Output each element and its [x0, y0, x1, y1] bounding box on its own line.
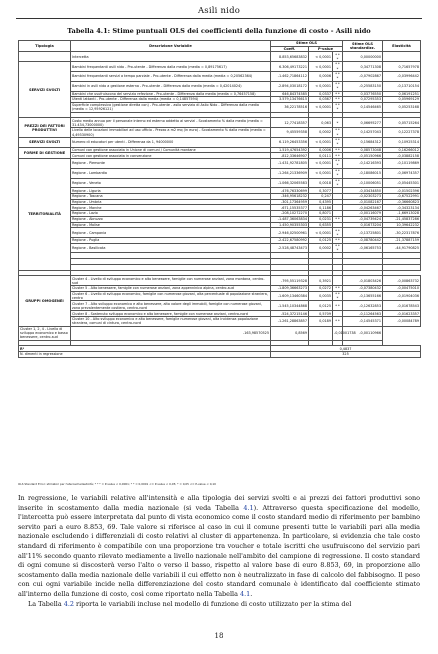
- variable-description: Cluster 4 - Livello di sviluppo economico e alto benessere, famiglie con numerose anziani, zona montana, centro-sud: [71, 276, 271, 286]
- table-row: [19, 81, 421, 91]
- significance-stars: * * *: [333, 137, 343, 147]
- p-value: 0,0337: [309, 91, 333, 97]
- variable-description: Bambini che usufruiscono del servizio refezione - Pro-utente - Differenza dalla media (media = 0,76457158): [71, 91, 271, 97]
- p-value: 0,0367: [309, 97, 333, 103]
- coefficient-value: -476,76330699: [271, 188, 309, 194]
- significance-stars: * * *: [333, 291, 343, 301]
- header-tipologia: Tipologia: [19, 41, 71, 52]
- coefficient-value: -1.462,71864112: [271, 71, 309, 81]
- p-value: < 0,0001: [309, 168, 333, 178]
- variable-description: Regione - Lombardia: [71, 168, 271, 178]
- header-stime-ols: Stime OLS: [271, 41, 343, 47]
- p-value: 0,8071: [309, 211, 333, 217]
- standardized-estimate: -0,11264563: [343, 311, 383, 317]
- elasticity-value: -0,34323134: [383, 205, 421, 211]
- variable-description: Numero di educatori per utenti - Differenza da 1, 94000000: [71, 137, 271, 147]
- table-row: [19, 178, 421, 188]
- elasticity-value: 0,05969129: [383, 97, 421, 103]
- group-label-empty: [19, 52, 71, 62]
- standardized-estimate: -0,14216393: [343, 159, 383, 169]
- group-label: SERVIZI SVOLTI: [19, 62, 71, 118]
- p-value: 0,0125: [309, 238, 333, 244]
- elasticity-value: 0,71657978: [383, 62, 421, 72]
- n-row: [19, 351, 421, 357]
- standardized-estimate: -0,25583150: [343, 81, 383, 91]
- p-value: 0,3077: [309, 188, 333, 194]
- elasticity-value: -21,37887159: [383, 238, 421, 244]
- significance-stars: * * *: [333, 178, 343, 188]
- elasticity-value: -0,00863732: [383, 276, 421, 286]
- variable-description: Regione - Basilicata: [71, 243, 271, 253]
- coefficient-value: -1.261,28863857: [271, 316, 309, 326]
- table-ref-link[interactable]: 4.2: [63, 599, 74, 608]
- coefficient-value: 8.853,65683832: [271, 52, 309, 62]
- p-value: 0,0111: [309, 153, 333, 159]
- p-value: < 0,0001: [309, 102, 333, 112]
- standardized-estimate: -0,08780442: [343, 238, 383, 244]
- significance-stars: * * *: [333, 128, 343, 138]
- elasticity-value: -0,00475010: [383, 286, 421, 292]
- header-stime-std: Stime OLS standardizz.: [343, 41, 383, 52]
- elasticity-value: -44,91790825: [383, 243, 421, 253]
- significance-stars: * * *: [333, 102, 343, 112]
- standardized-estimate: 0,34771308: [343, 62, 383, 72]
- variable-description: Cluster 10 - Alto sviluppo economico e alto benessere, famiglie numerose giovani, alta incidenza popolazione straniera, comuni di cintura, centro-nord: [71, 316, 271, 326]
- p-value: 0,1186: [309, 205, 333, 211]
- standardized-estimate: -0,12632853: [343, 301, 383, 311]
- group-label: TERRITORIALITÀ: [19, 159, 71, 270]
- elasticity-value: [383, 264, 421, 270]
- elasticity-value: 0,12227378: [383, 128, 421, 138]
- significance-stars: [309, 326, 333, 340]
- body-text: [18, 494, 420, 609]
- p-value: 0,0002: [309, 243, 333, 253]
- standardized-estimate: -0,05150966: [343, 153, 383, 159]
- standardized-estimate: -0,04739424: [343, 216, 383, 222]
- standardized-estimate: 0,01673204: [343, 222, 383, 228]
- coefficient-value: -2.528,48743473: [271, 243, 309, 253]
- significance-stars: * *: [333, 238, 343, 244]
- table-row: [19, 118, 421, 128]
- variable-description: Cluster 5 - Alto benessere, famiglie con numerose anziani, zona appenninica alpina, centro-sud: [71, 286, 271, 292]
- variable-description: Utenti lattanti - Pro-utente - Differenza dalla media (media = 0,14857594): [71, 97, 271, 103]
- elasticity-value: -0,03996442: [383, 71, 421, 81]
- elasticity-value: -0,05445301: [383, 178, 421, 188]
- coefficient-value: -1.066,32065583: [271, 178, 309, 188]
- p-value: < 0,0001: [309, 159, 333, 169]
- standardized-estimate: -0,10006051: [343, 178, 383, 188]
- elasticity-value: 0,05715264: [383, 118, 421, 128]
- variable-description: Regione - Abruzzo: [71, 216, 271, 222]
- table-row: [19, 71, 421, 81]
- coefficient-value: -524,37215146: [271, 311, 309, 317]
- elasticity-value: 0,05253168: [383, 102, 421, 112]
- variable-description: Livello delle locazioni immobiliari ad uso ufficio - Prezzo a m2 mq (in euro) - Scostamento % dalla media (media = 4,49330900): [71, 128, 271, 138]
- table-row: [19, 316, 421, 326]
- variable-description: Cluster 8 - Sostenuto sviluppo economico e alto benessere, famiglie con numerose anziani, centro-nord: [71, 311, 271, 317]
- paragraph-2-text-a: La Tabella: [28, 599, 64, 608]
- page-number: 18: [214, 632, 224, 640]
- table-row: [19, 326, 421, 340]
- standardized-estimate: 0,15684312: [343, 137, 383, 147]
- p-value: < 0,0001: [309, 81, 333, 91]
- standardized-estimate: -0,01082167: [343, 199, 383, 205]
- n-value: 325: [271, 351, 421, 357]
- coefficient-value: 646,84374585: [271, 91, 309, 97]
- header-pvalue: P-value: [309, 46, 343, 52]
- p-value: 0,0006: [309, 147, 333, 153]
- n-label: N. dimenti in regressione: [19, 351, 271, 357]
- paragraph-1-text-b: ). Attraverso questa specificazione del modello, l'intercetta può essere interpretata dal punto di vista economico come il costo standard medio di riferimento per bambino servito pari a euro 8.853, 69. Tale valore si riferisce al caso in cui il comune presenti tutte le variabili pari alla media nazionale escludendo i differenziali di costo relativi al cluster di appartenenza. In particolare, si evidenzia che tale costo standard di riferimento è compatibile con una proporzione tra voucher e totale iscritti che usufruiscono del servizio pari all'11% secondo quanto rilevato mediamente a livello nazionale nell'ambito del campione di regressione. Il costo standard di ogni comune si discosterà verso l'alto o verso il basso, rispetto al valore base di euro 8.853, 69, in proporzione allo scostamento dalla media nazionale delle variabili il cui effetto non è neutralizzato in fase di calcolo del fabbisogno. Il peso con cui ogni variabile incide nella differenziazione del costo standard comunale è identificato dal coefficiente stimato all'interno della funzione di costo, così come riportato nella Tabella: [18, 503, 420, 598]
- significance-stars: * *: [333, 301, 343, 311]
- variable-description: Regione - Marche: [71, 205, 271, 211]
- elasticity-value: -0,01678543: [383, 301, 421, 311]
- group-label: GRUPPI OMOGENEI: [19, 276, 71, 327]
- standardized-estimate: -0,13725801: [343, 228, 383, 238]
- elasticity-value: -0,10119869: [383, 159, 421, 169]
- coefficient-value: 1.519,47654392: [271, 147, 309, 153]
- header-rule: [16, 18, 422, 19]
- coefficient-value: 1.450,90355303: [271, 222, 309, 228]
- elasticity-value: -0,13710154: [383, 81, 421, 91]
- variable-description: Superficie complessiva (gestione diretta con) - Pro-utente - asilo servizio di Asilo Nido - Differenza dalla media (media = 12,95926121): [71, 102, 271, 112]
- elasticity-value: -30,22317876: [383, 228, 421, 238]
- significance-stars: * *: [333, 316, 343, 326]
- header-elasticita: Elasticità: [383, 41, 421, 52]
- elasticity-value: -0,01502396: [383, 188, 421, 194]
- table-row: [19, 276, 421, 286]
- p-value: 0,3921: [309, 276, 333, 286]
- coefficient-value: 12,77418357: [271, 118, 309, 128]
- elasticity-value: -0,01623357: [383, 311, 421, 317]
- variable-description: Bambini in asili nido a gestione esterna - Pro-utente - Differenza dalla media (media = 0,42014024): [71, 81, 271, 91]
- r2-label: R²: [19, 346, 271, 352]
- header-coeff: Coeff.: [271, 46, 309, 52]
- table-ref-link[interactable]: 4.1: [243, 503, 254, 512]
- standardized-estimate: -0,01001738: [333, 326, 343, 340]
- variable-description: Regione - Molise: [71, 222, 271, 228]
- p-value: 0,0125: [309, 301, 333, 311]
- table-row: [19, 286, 421, 292]
- paragraph-1-text-a: In regressione, le variabili relative all'intensità e alla tipologia dei servizi svolti e ai prezzi dei fattori produttivi sono inserite in scostamento dalla media nazionale (si veda Tabella: [18, 494, 420, 512]
- coefficient-value: -1.545,10344868: [271, 301, 309, 311]
- significance-stars: * *: [333, 286, 343, 292]
- p-value: < 0,0001: [309, 137, 333, 147]
- significance-stars: * *: [333, 147, 343, 153]
- p-value: < 0,0001: [309, 228, 333, 238]
- table-row: [19, 62, 421, 72]
- coefficient-value: 36,22178516: [271, 102, 309, 112]
- r2-value: 0,4837: [271, 346, 421, 352]
- p-value: 0,0006: [309, 71, 333, 81]
- significance-stars: * * *: [333, 52, 343, 62]
- p-value: < 0,0001: [309, 62, 333, 72]
- paragraph-1-text-c: .: [250, 589, 253, 598]
- variable-description: Regione - Liguria: [71, 188, 271, 194]
- table-row: [19, 102, 421, 112]
- significance-stars: [333, 276, 343, 286]
- variable-description: Regione - Lazio: [71, 211, 271, 217]
- p-value: 0,4395: [309, 199, 333, 205]
- p-value: 0,0018: [309, 178, 333, 188]
- table-row: [19, 168, 421, 178]
- variable-description: Regione - Toscana: [71, 194, 271, 200]
- standardized-estimate: -0,18086015: [343, 168, 383, 178]
- table-row: [19, 291, 421, 301]
- standardized-estimate: 0,07295353: [343, 97, 383, 103]
- table-row: [19, 301, 421, 311]
- variable-description: Cluster 1, 2, 4 - Livello di sviluppo economico e basso benessere, centro-sud: [19, 326, 71, 340]
- p-value: 0,0272: [309, 286, 333, 292]
- table-body: [19, 52, 421, 346]
- variable-description: Cluster 6 - Livello di sviluppo economico, famiglie con numerose giovani, alta percentuale di popolazione straniera, centro: [71, 291, 271, 301]
- significance-stars: * * *: [333, 243, 343, 253]
- coefficient-value: 6.306,49173221: [271, 62, 309, 72]
- elasticity-value: 0,06191251: [383, 91, 421, 97]
- significance-stars: * * *: [333, 81, 343, 91]
- running-header: Asili nido: [197, 6, 241, 16]
- coefficient-value: 9,45559358: [271, 128, 309, 138]
- variable-description: Bambini frequentanti servizi a tempo parziale - Pro-utente - Differenza dalla media (media = 0,20562364): [71, 71, 271, 81]
- group-label: FORME DI GESTIONE: [19, 147, 71, 158]
- elasticity-value: [383, 52, 421, 62]
- standardized-estimate: 0,08573048: [343, 147, 383, 153]
- standardized-estimate: -0,04263467: [343, 205, 383, 211]
- coefficient-value: -2.946,02500961: [271, 228, 309, 238]
- coefficient-value: -795,55119328: [271, 276, 309, 286]
- p-value: 0,0231: [309, 216, 333, 222]
- variable-description: Regione - Umbria: [71, 199, 271, 205]
- coefficient-value: -1.264,21336909: [271, 168, 309, 178]
- elasticity-value: -1,66913028: [383, 211, 421, 217]
- group-label: SERVIZI SVOLTI: [19, 137, 71, 147]
- standardized-estimate: -0,07902867: [343, 71, 383, 81]
- p-value: 0,8569: [271, 326, 309, 340]
- coefficient-value: -671,15535377: [271, 205, 309, 211]
- significance-stars: * * *: [333, 168, 343, 178]
- header-descrizione: Descrizione Variabile: [71, 41, 271, 52]
- significance-stars: * * *: [333, 71, 343, 81]
- variable-description: Comuni con gestione associata in convenzione: [71, 153, 271, 159]
- p-value: < 0,0001: [309, 52, 333, 62]
- significance-stars: * * *: [333, 228, 343, 238]
- coefficient-value: -812,33646907: [271, 153, 309, 159]
- paragraph-2-text-b: riporta le variabili incluse nel modello di funzione di costo utilizzato per la stima del: [73, 599, 352, 608]
- elasticity-value: -0,00084789: [383, 316, 421, 326]
- coefficient-value: -208,10272270: [271, 211, 309, 217]
- standardized-estimate: -0,13655166: [343, 291, 383, 301]
- coefficient-value: -2.894,03018172: [271, 81, 309, 91]
- variable-description: Intercetta: [71, 52, 271, 62]
- elasticity-value: 10,39642232: [383, 222, 421, 228]
- significance-stars: * *: [333, 216, 343, 222]
- variable-description: Cluster 7 - Alto sviluppo economico e alto benessere, alto valore degli immobili, famiglie con numerose giovani, zona prevalentemente costiera, centro-nord: [71, 301, 271, 311]
- significance-stars: * *: [333, 91, 343, 97]
- p-value: 0,5709: [309, 311, 333, 317]
- elasticity-value: -0,67522991: [383, 194, 421, 200]
- standardized-estimate: -0,07380432: [343, 286, 383, 292]
- standardized-estimate: -0,03434850: [343, 188, 383, 194]
- table-row: [19, 137, 421, 147]
- coefficient-value: -1.487,36063834: [271, 216, 309, 222]
- variable-description: Regione - Veneto: [71, 178, 271, 188]
- standardized-estimate: -0,14545371: [343, 316, 383, 326]
- elasticity-value: 0,16266012: [383, 147, 421, 153]
- p-value: 0,0189: [309, 316, 333, 326]
- elasticity-value: -0,06974357: [383, 168, 421, 178]
- variable-description: Comuni con gestione associata in Unione di comuni / Comunità montane: [71, 147, 271, 153]
- significance-stars: * * *: [333, 159, 343, 169]
- regression-table-wrapper: [18, 40, 420, 358]
- table-row: [19, 128, 421, 138]
- table-caption: Tabella 4.1: Stime puntuali OLS dei coefficienti della funzione di costo - Asili nido: [67, 27, 371, 35]
- standardized-estimate: 0,06695277: [343, 118, 383, 128]
- table-footnote: OLS Standard Error: stimatori per l'eteroschedasticità; * * * = P-value < 0,0001; * * = 0,0001 <= P-value < 0,05; * = 0,05 <= P-value < 0,10: [18, 482, 216, 486]
- table-ref-link[interactable]: 4.1: [239, 589, 251, 598]
- paragraph-2: [18, 600, 420, 610]
- coefficient-value: -1.809,36663273: [271, 286, 309, 292]
- elasticity-value: -0,03882158: [383, 153, 421, 159]
- variable-description: Regione - Puglia: [71, 238, 271, 244]
- standardized-estimate: 0,00000000: [343, 52, 383, 62]
- elasticity-value: -21,45837286: [383, 216, 421, 222]
- variable-description: Costo medio annuo per il personale interno ed esterno addetto ai servizi - Scostamento % dalla media (media = 31.434,73000000): [71, 118, 271, 128]
- table-row: [19, 52, 421, 62]
- table-row: [19, 311, 421, 317]
- p-value: 0,063: [309, 118, 333, 128]
- significance-stars: *: [333, 118, 343, 128]
- standardized-estimate: -0,02303273: [343, 194, 383, 200]
- coefficient-value: 3.579,13476615: [271, 97, 309, 103]
- standardized-estimate: -0,00116079: [343, 211, 383, 217]
- p-value: 0,6355: [309, 222, 333, 228]
- standardized-estimate: -0,01803426: [343, 276, 383, 286]
- variable-description: Regione - Piemonte: [71, 159, 271, 169]
- coefficient-value: 6.119,26453356: [271, 137, 309, 147]
- variable-description: Bambini frequentanti asili nido - Pro-utente - Differenza dalla media (media = 0,89175617): [71, 62, 271, 72]
- coefficient-value: -346,95618232: [271, 194, 309, 200]
- significance-stars: * * *: [333, 62, 343, 72]
- table-row: [19, 228, 421, 238]
- elasticity-value: -0,01904036: [383, 291, 421, 301]
- table-row: [19, 243, 421, 253]
- coefficient-value: -1.431,92781805: [271, 159, 309, 169]
- elasticity-value: -0,00110966: [343, 326, 383, 340]
- standardized-estimate: 0,03776550: [343, 91, 383, 97]
- coefficient-value: -2.422,67580992: [271, 238, 309, 244]
- p-value: 0,0035: [309, 291, 333, 301]
- elasticity-value: -0,36660823: [383, 199, 421, 205]
- standardized-estimate: -0,06165753: [343, 243, 383, 253]
- group-label: PREZZI DEI FATTORI PRODUTTIVI: [19, 118, 71, 138]
- p-value: 0,0002: [309, 128, 333, 138]
- significance-stars: * *: [333, 153, 343, 159]
- elasticity-value: 0,10925314: [383, 137, 421, 147]
- coefficient-value: -301,17364959: [271, 199, 309, 205]
- coefficient-value: -163,98570525: [71, 326, 271, 340]
- coefficient-value: -1.609,13460384: [271, 291, 309, 301]
- variable-description: Regione - Campania: [71, 228, 271, 238]
- standardized-estimate: 0,14546465: [343, 102, 383, 112]
- standardized-estimate: 0,14257043: [343, 128, 383, 138]
- regression-table: [18, 40, 421, 358]
- table-row: [19, 159, 421, 169]
- significance-stars: * *: [333, 97, 343, 103]
- p-value: 0,247: [309, 194, 333, 200]
- paragraph-1: [18, 494, 420, 600]
- table-header-row: [19, 41, 421, 47]
- table-row: [19, 91, 421, 97]
